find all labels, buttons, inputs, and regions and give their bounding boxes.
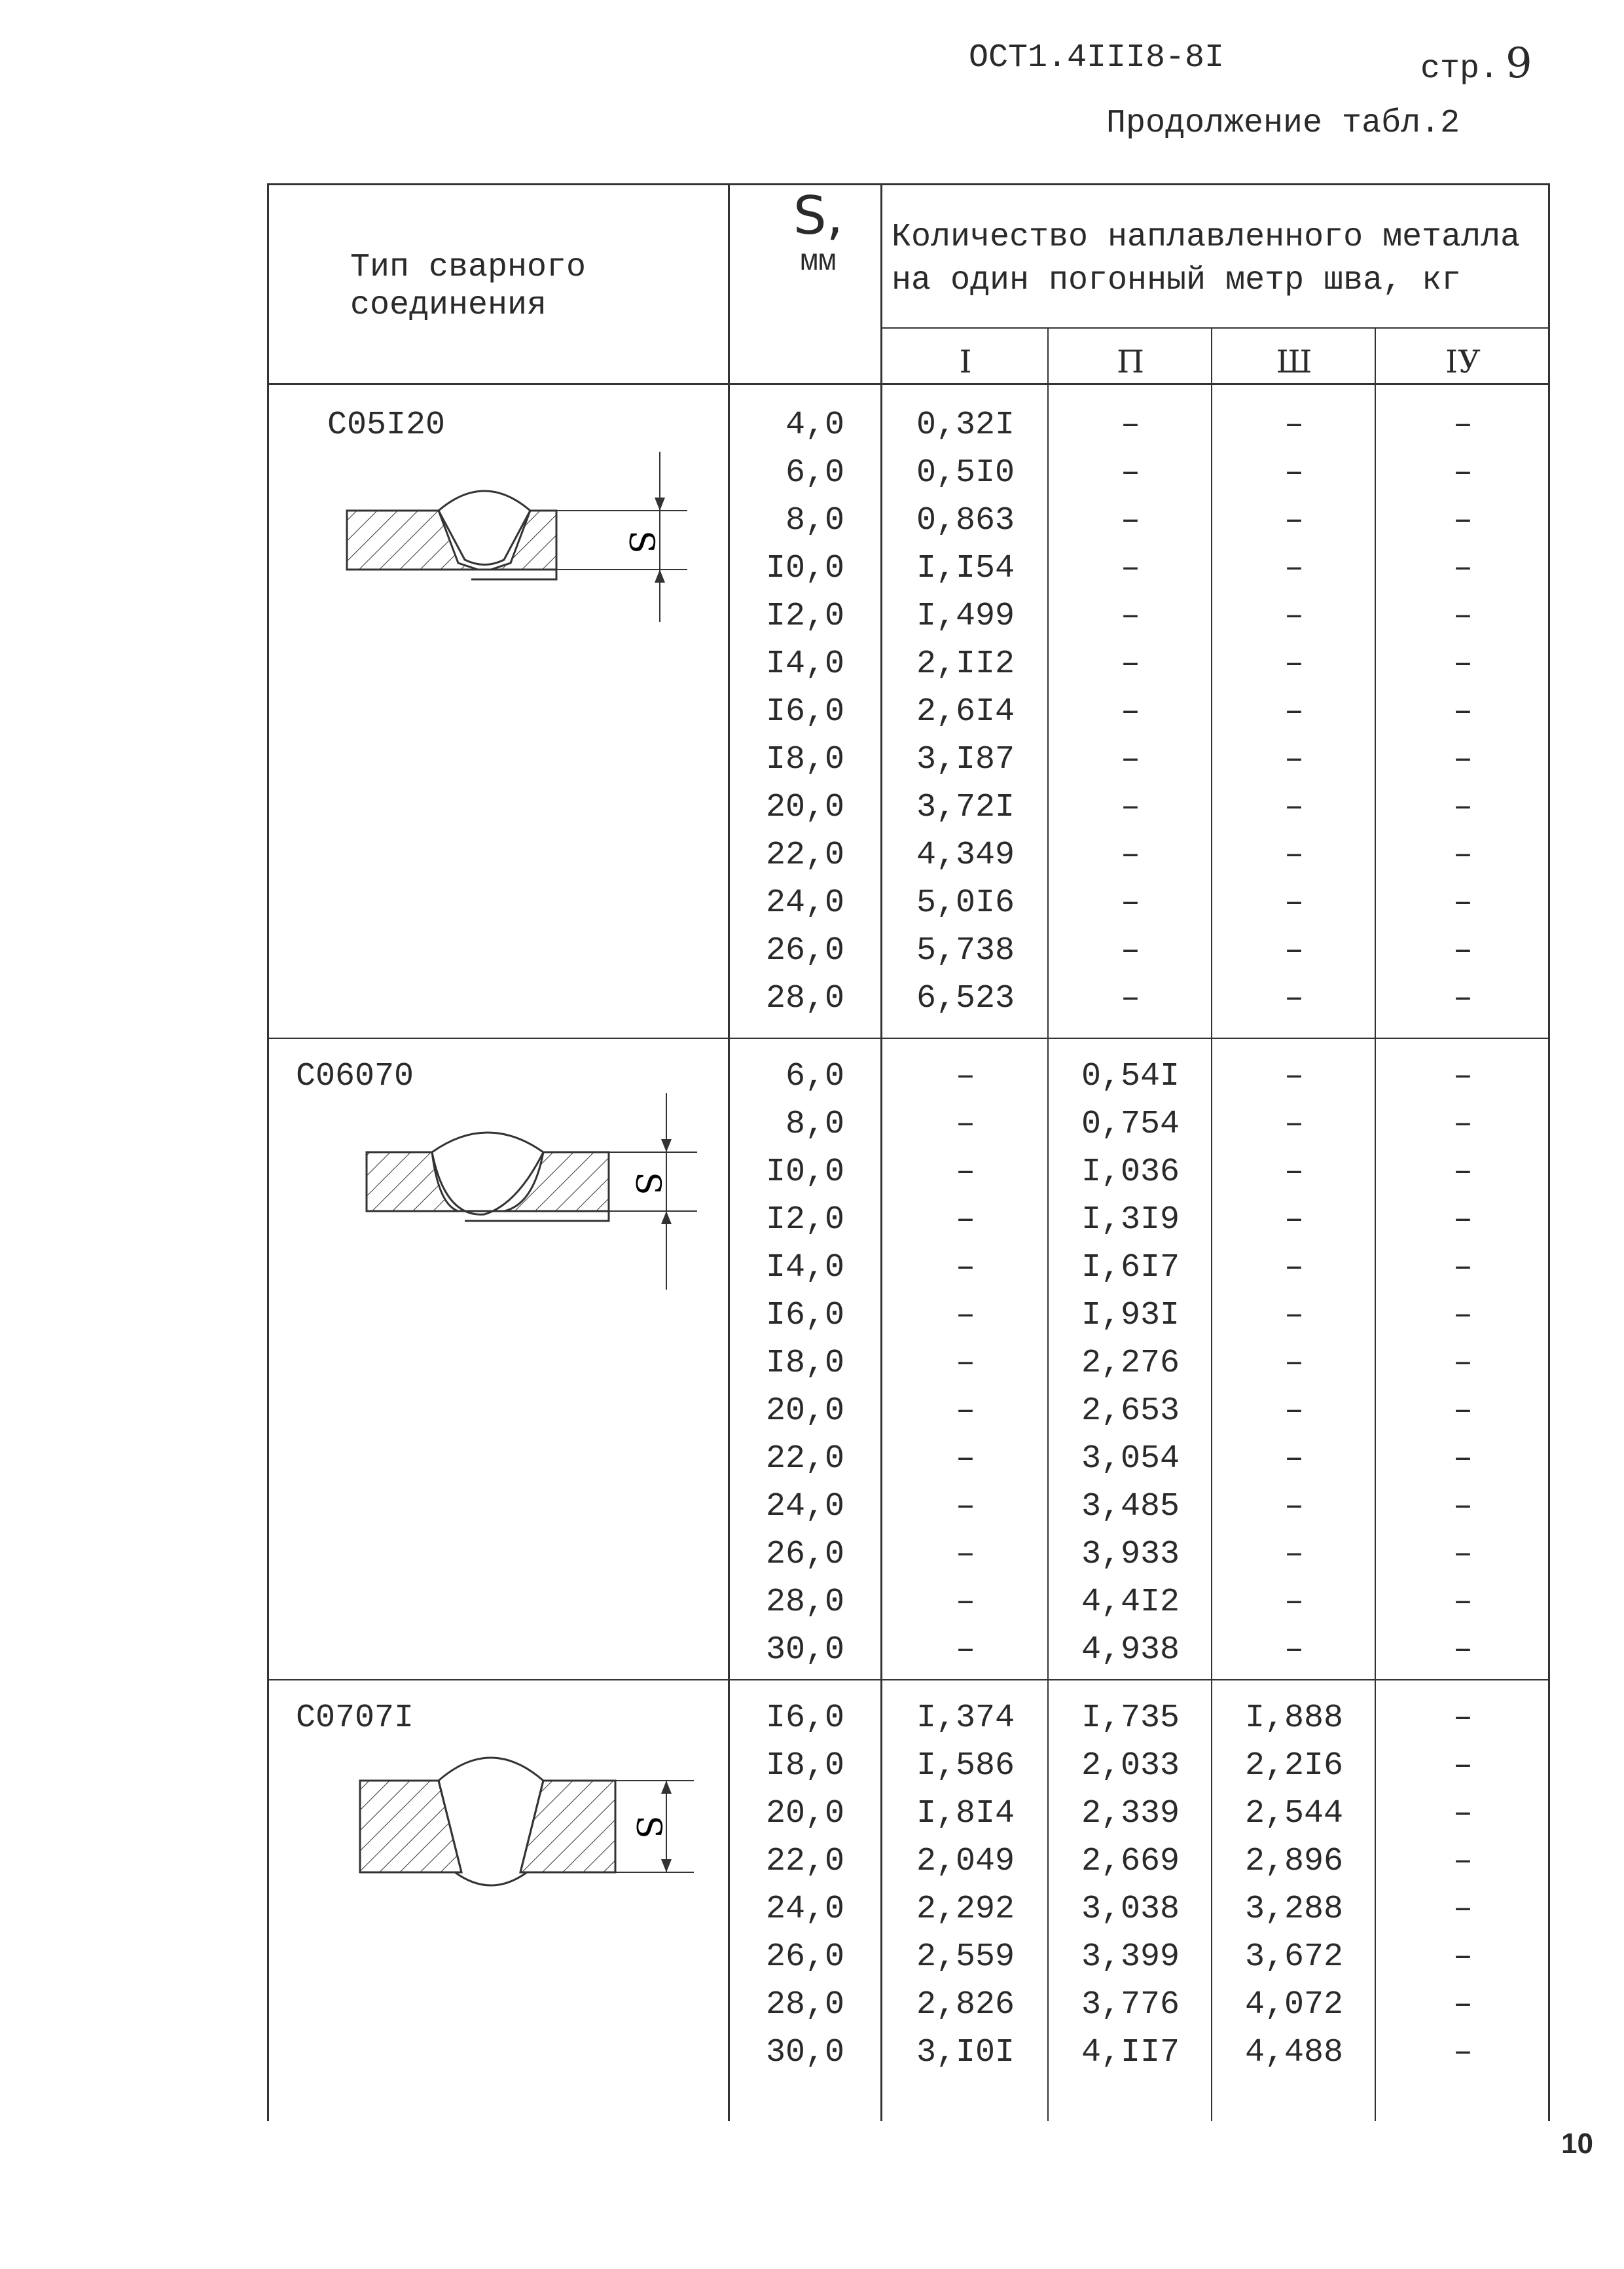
quantity-cell: 3,288	[1244, 1891, 1344, 1928]
col-s-left-border	[728, 183, 730, 2121]
group-separator	[267, 1679, 1550, 1680]
thickness-cell: I8,0	[765, 1345, 844, 1382]
quantity-cell: –	[1284, 1488, 1304, 1525]
quantity-cell: –	[1453, 1488, 1473, 1525]
quantity-cell: –	[1284, 1584, 1304, 1621]
quantity-cell: –	[1284, 1440, 1304, 1478]
quantity-cell: –	[1284, 1631, 1304, 1669]
quantity-cell: –	[1453, 1699, 1473, 1737]
quantity-cell: 3,I87	[916, 741, 1015, 778]
quantity-cell: 2,826	[916, 1986, 1015, 2024]
quantity-cell: –	[1120, 550, 1140, 587]
thickness-cell: 22,0	[765, 1843, 844, 1880]
thickness-cell: 20,0	[765, 789, 844, 826]
quantity-cell: 2,292	[916, 1891, 1015, 1928]
quantity-cell: –	[1284, 454, 1304, 492]
quantity-cell: 2,6I4	[916, 693, 1015, 731]
thickness-cell: 20,0	[765, 1392, 844, 1430]
quantity-cell: –	[955, 1345, 975, 1382]
quantity-cell: –	[1453, 1938, 1473, 1976]
quantity-cell: –	[1284, 550, 1304, 587]
quantity-cell: –	[955, 1631, 975, 1669]
thickness-unit: мм	[800, 245, 837, 279]
joint-type-label: C06070	[296, 1058, 414, 1095]
quantity-cell: –	[1453, 1058, 1473, 1095]
thickness-cell: 28,0	[765, 980, 844, 1017]
quantity-cell: 3,054	[1081, 1440, 1180, 1478]
quantity-cell: –	[1453, 1986, 1473, 2024]
thickness-cell: 8,0	[785, 502, 844, 539]
quantity-cell: –	[955, 1106, 975, 1143]
sketch-thickness-label: S	[628, 1172, 667, 1195]
quantity-cell: I,I54	[916, 550, 1015, 587]
quantity-cell: 2,2I6	[1244, 1747, 1344, 1785]
quantity-cell: –	[1453, 884, 1473, 922]
quantity-cell: –	[1284, 645, 1304, 683]
thickness-symbol: S,	[793, 185, 844, 246]
table-right-border	[1548, 183, 1550, 2121]
quantity-cell: 4,072	[1244, 1986, 1344, 2024]
quantity-cell: –	[1453, 1843, 1473, 1880]
quantity-cell: 2,653	[1081, 1392, 1180, 1430]
thickness-cell: 26,0	[765, 932, 844, 970]
quantity-cell: –	[1120, 932, 1140, 970]
quantity-cell: –	[1453, 932, 1473, 970]
quantity-cell: –	[1120, 598, 1140, 635]
quantity-cell: I,499	[916, 598, 1015, 635]
subcolumn-header-1: I	[959, 344, 972, 380]
quantity-cell: –	[1453, 789, 1473, 826]
quantity-cell: 0,54I	[1081, 1058, 1180, 1095]
thickness-cell: 30,0	[765, 1631, 844, 1669]
quantity-cell: –	[1453, 1584, 1473, 1621]
quantity-cell: –	[955, 1297, 975, 1334]
quantity-cell: –	[1284, 741, 1304, 778]
thickness-cell: 24,0	[765, 1488, 844, 1525]
quantity-cell: –	[1284, 1201, 1304, 1239]
quantity-cell: –	[1453, 1747, 1473, 1785]
quantity-cell: –	[1453, 1392, 1473, 1430]
thickness-cell: 4,0	[785, 407, 844, 444]
header-bottom-border	[267, 383, 1550, 385]
quantity-cell: 3,399	[1081, 1938, 1180, 1976]
thickness-cell: 26,0	[765, 1536, 844, 1573]
col-qty-left-border	[880, 183, 882, 2121]
col-3-left-border	[1211, 327, 1212, 2121]
group-separator	[267, 1038, 1550, 1039]
quantity-cell: I,3I9	[1081, 1201, 1180, 1239]
quantity-cell: 0,863	[916, 502, 1015, 539]
quantity-cell: 5,0I6	[916, 884, 1015, 922]
sketch-thickness-label: S	[628, 1815, 668, 1839]
thickness-cell: I6,0	[765, 1699, 844, 1737]
quantity-cell: –	[955, 1249, 975, 1286]
quantity-cell: –	[1120, 884, 1140, 922]
quantity-cell: 5,738	[916, 932, 1015, 970]
quantity-cell: –	[1453, 1297, 1473, 1334]
quantity-cell: –	[1453, 598, 1473, 635]
thickness-cell: 28,0	[765, 1986, 844, 2024]
quantity-cell: 4,4I2	[1081, 1584, 1180, 1621]
thickness-cell: I4,0	[765, 1249, 844, 1286]
weld-sketch-c06070	[353, 1087, 720, 1296]
sheet-number: 10	[1561, 2128, 1593, 2160]
quantity-cell: –	[1120, 645, 1140, 683]
subheader-divider	[880, 327, 1550, 329]
quantity-cell: –	[1453, 1153, 1473, 1191]
thickness-cell: I4,0	[765, 645, 844, 683]
thickness-cell: I8,0	[765, 741, 844, 778]
quantity-cell: –	[1453, 1891, 1473, 1928]
quantity-cell: –	[1453, 1795, 1473, 1832]
thickness-cell: I2,0	[765, 598, 844, 635]
quantity-cell: 2,033	[1081, 1747, 1180, 1785]
quantity-cell: I,374	[916, 1699, 1015, 1737]
quantity-cell: –	[955, 1201, 975, 1239]
thickness-cell: 20,0	[765, 1795, 844, 1832]
quantity-cell: –	[955, 1440, 975, 1478]
quantity-cell: 3,72I	[916, 789, 1015, 826]
thickness-cell: I6,0	[765, 693, 844, 731]
weld-sketch-c05120	[340, 445, 707, 628]
thickness-cell: I0,0	[765, 550, 844, 587]
quantity-cell: –	[955, 1058, 975, 1095]
quantity-cell: –	[1120, 980, 1140, 1017]
quantity-cell: 2,559	[916, 1938, 1015, 1976]
quantity-cell: 0,32I	[916, 407, 1015, 444]
table-top-border	[267, 183, 1550, 185]
quantity-cell: 2,896	[1244, 1843, 1344, 1880]
quantity-cell: –	[1120, 789, 1140, 826]
quantity-cell: I,6I7	[1081, 1249, 1180, 1286]
quantity-cell: –	[1284, 1058, 1304, 1095]
quantity-cell: –	[1284, 980, 1304, 1017]
quantity-cell: –	[1284, 1345, 1304, 1382]
column-header-joint-type: Тип сварного соединения	[350, 249, 586, 324]
thickness-cell: I2,0	[765, 1201, 844, 1239]
page-label-text: стр.	[1420, 50, 1500, 88]
quantity-cell: –	[1453, 1249, 1473, 1286]
quantity-cell: 0,754	[1081, 1106, 1180, 1143]
thickness-cell: 22,0	[765, 837, 844, 874]
quantity-cell: –	[1120, 502, 1140, 539]
quantity-cell: 2,669	[1081, 1843, 1180, 1880]
quantity-cell: –	[1453, 454, 1473, 492]
thickness-cell: 6,0	[785, 454, 844, 492]
quantity-cell: –	[955, 1392, 975, 1430]
quantity-cell: 3,038	[1081, 1891, 1180, 1928]
quantity-cell: 2,276	[1081, 1345, 1180, 1382]
thickness-cell: 28,0	[765, 1584, 844, 1621]
joint-type-label: C05I20	[327, 407, 446, 444]
quantity-cell: –	[1453, 407, 1473, 444]
quantity-cell: 3,485	[1081, 1488, 1180, 1525]
quantity-cell: 2,II2	[916, 645, 1015, 683]
quantity-cell: –	[1120, 837, 1140, 874]
thickness-cell: 24,0	[765, 884, 844, 922]
quantity-cell: –	[1284, 932, 1304, 970]
thickness-cell: I0,0	[765, 1153, 844, 1191]
quantity-cell: 2,544	[1244, 1795, 1344, 1832]
thickness-cell: 24,0	[765, 1891, 844, 1928]
quantity-cell: –	[1284, 693, 1304, 731]
quantity-cell: –	[1284, 837, 1304, 874]
quantity-cell: 4,II7	[1081, 2034, 1180, 2071]
quantity-cell: I,93I	[1081, 1297, 1180, 1334]
quantity-cell: 4,349	[916, 837, 1015, 874]
page-label	[1420, 39, 1532, 88]
thickness-cell: I8,0	[765, 1747, 844, 1785]
quantity-cell: 4,488	[1244, 2034, 1344, 2071]
quantity-cell: –	[1453, 502, 1473, 539]
column-header-thickness	[772, 185, 864, 281]
quantity-cell: 2,339	[1081, 1795, 1180, 1832]
quantity-cell: –	[1120, 741, 1140, 778]
quantity-cell: –	[1453, 2034, 1473, 2071]
quantity-cell: –	[955, 1153, 975, 1191]
quantity-cell: 4,938	[1081, 1631, 1180, 1669]
thickness-cell: 22,0	[765, 1440, 844, 1478]
quantity-cell: I,8I4	[916, 1795, 1015, 1832]
quantity-cell: –	[1284, 1106, 1304, 1143]
quantity-cell: I,036	[1081, 1153, 1180, 1191]
subcolumn-header-3: Ш	[1276, 344, 1312, 380]
quantity-cell: –	[1284, 1153, 1304, 1191]
quantity-cell: –	[955, 1536, 975, 1573]
quantity-cell: –	[1284, 789, 1304, 826]
column-header-metal-quantity: Количество наплавленного металла на один погонный метр шва, кг	[892, 219, 1521, 299]
quantity-cell: –	[1284, 502, 1304, 539]
thickness-cell: 30,0	[765, 2034, 844, 2071]
quantity-cell: –	[1453, 645, 1473, 683]
quantity-cell: –	[1453, 693, 1473, 731]
quantity-cell: –	[1120, 693, 1140, 731]
thickness-cell: 6,0	[785, 1058, 844, 1095]
quantity-cell: –	[955, 1488, 975, 1525]
quantity-cell: 3,933	[1081, 1536, 1180, 1573]
quantity-cell: –	[1453, 550, 1473, 587]
weld-sketch-c07071	[353, 1735, 720, 1905]
quantity-cell: –	[1284, 598, 1304, 635]
quantity-cell: –	[1120, 407, 1140, 444]
quantity-cell: –	[1284, 1249, 1304, 1286]
subcolumn-header-4: IУ	[1445, 344, 1481, 380]
col-2-left-border	[1047, 327, 1049, 2121]
sketch-thickness-label: S	[621, 530, 660, 554]
quantity-cell: –	[1453, 1345, 1473, 1382]
quantity-cell: –	[1453, 1631, 1473, 1669]
joint-type-label: C0707I	[296, 1699, 414, 1737]
document-code: ОСТ1.4III8-8I	[969, 39, 1225, 77]
col-4-left-border	[1375, 327, 1376, 2121]
quantity-cell: –	[1284, 1536, 1304, 1573]
quantity-cell: –	[1284, 407, 1304, 444]
quantity-cell: –	[1284, 884, 1304, 922]
subcolumn-header-2: П	[1117, 344, 1144, 380]
quantity-cell: 3,I0I	[916, 2034, 1015, 2071]
table-continuation-caption: Продолжение табл.2	[1106, 105, 1460, 142]
quantity-cell: 2,049	[916, 1843, 1015, 1880]
quantity-cell: I,735	[1081, 1699, 1180, 1737]
quantity-cell: –	[1284, 1297, 1304, 1334]
quantity-cell: –	[1284, 1392, 1304, 1430]
quantity-cell: 6,523	[916, 980, 1015, 1017]
quantity-cell: 3,776	[1081, 1986, 1180, 2024]
quantity-cell: –	[1453, 980, 1473, 1017]
quantity-cell: –	[955, 1584, 975, 1621]
thickness-cell: 8,0	[785, 1106, 844, 1143]
quantity-cell: –	[1453, 1536, 1473, 1573]
quantity-cell: I,888	[1244, 1699, 1344, 1737]
quantity-cell: 0,5I0	[916, 454, 1015, 492]
quantity-cell: –	[1453, 1106, 1473, 1143]
quantity-cell: –	[1453, 1440, 1473, 1478]
page-number: 9	[1506, 39, 1532, 88]
quantity-cell: –	[1120, 454, 1140, 492]
quantity-cell: I,586	[916, 1747, 1015, 1785]
quantity-cell: –	[1453, 1201, 1473, 1239]
thickness-cell: I6,0	[765, 1297, 844, 1334]
quantity-cell: 3,672	[1244, 1938, 1344, 1976]
quantity-cell: –	[1453, 837, 1473, 874]
thickness-cell: 26,0	[765, 1938, 844, 1976]
quantity-cell: –	[1453, 741, 1473, 778]
table-left-border	[267, 183, 269, 2121]
